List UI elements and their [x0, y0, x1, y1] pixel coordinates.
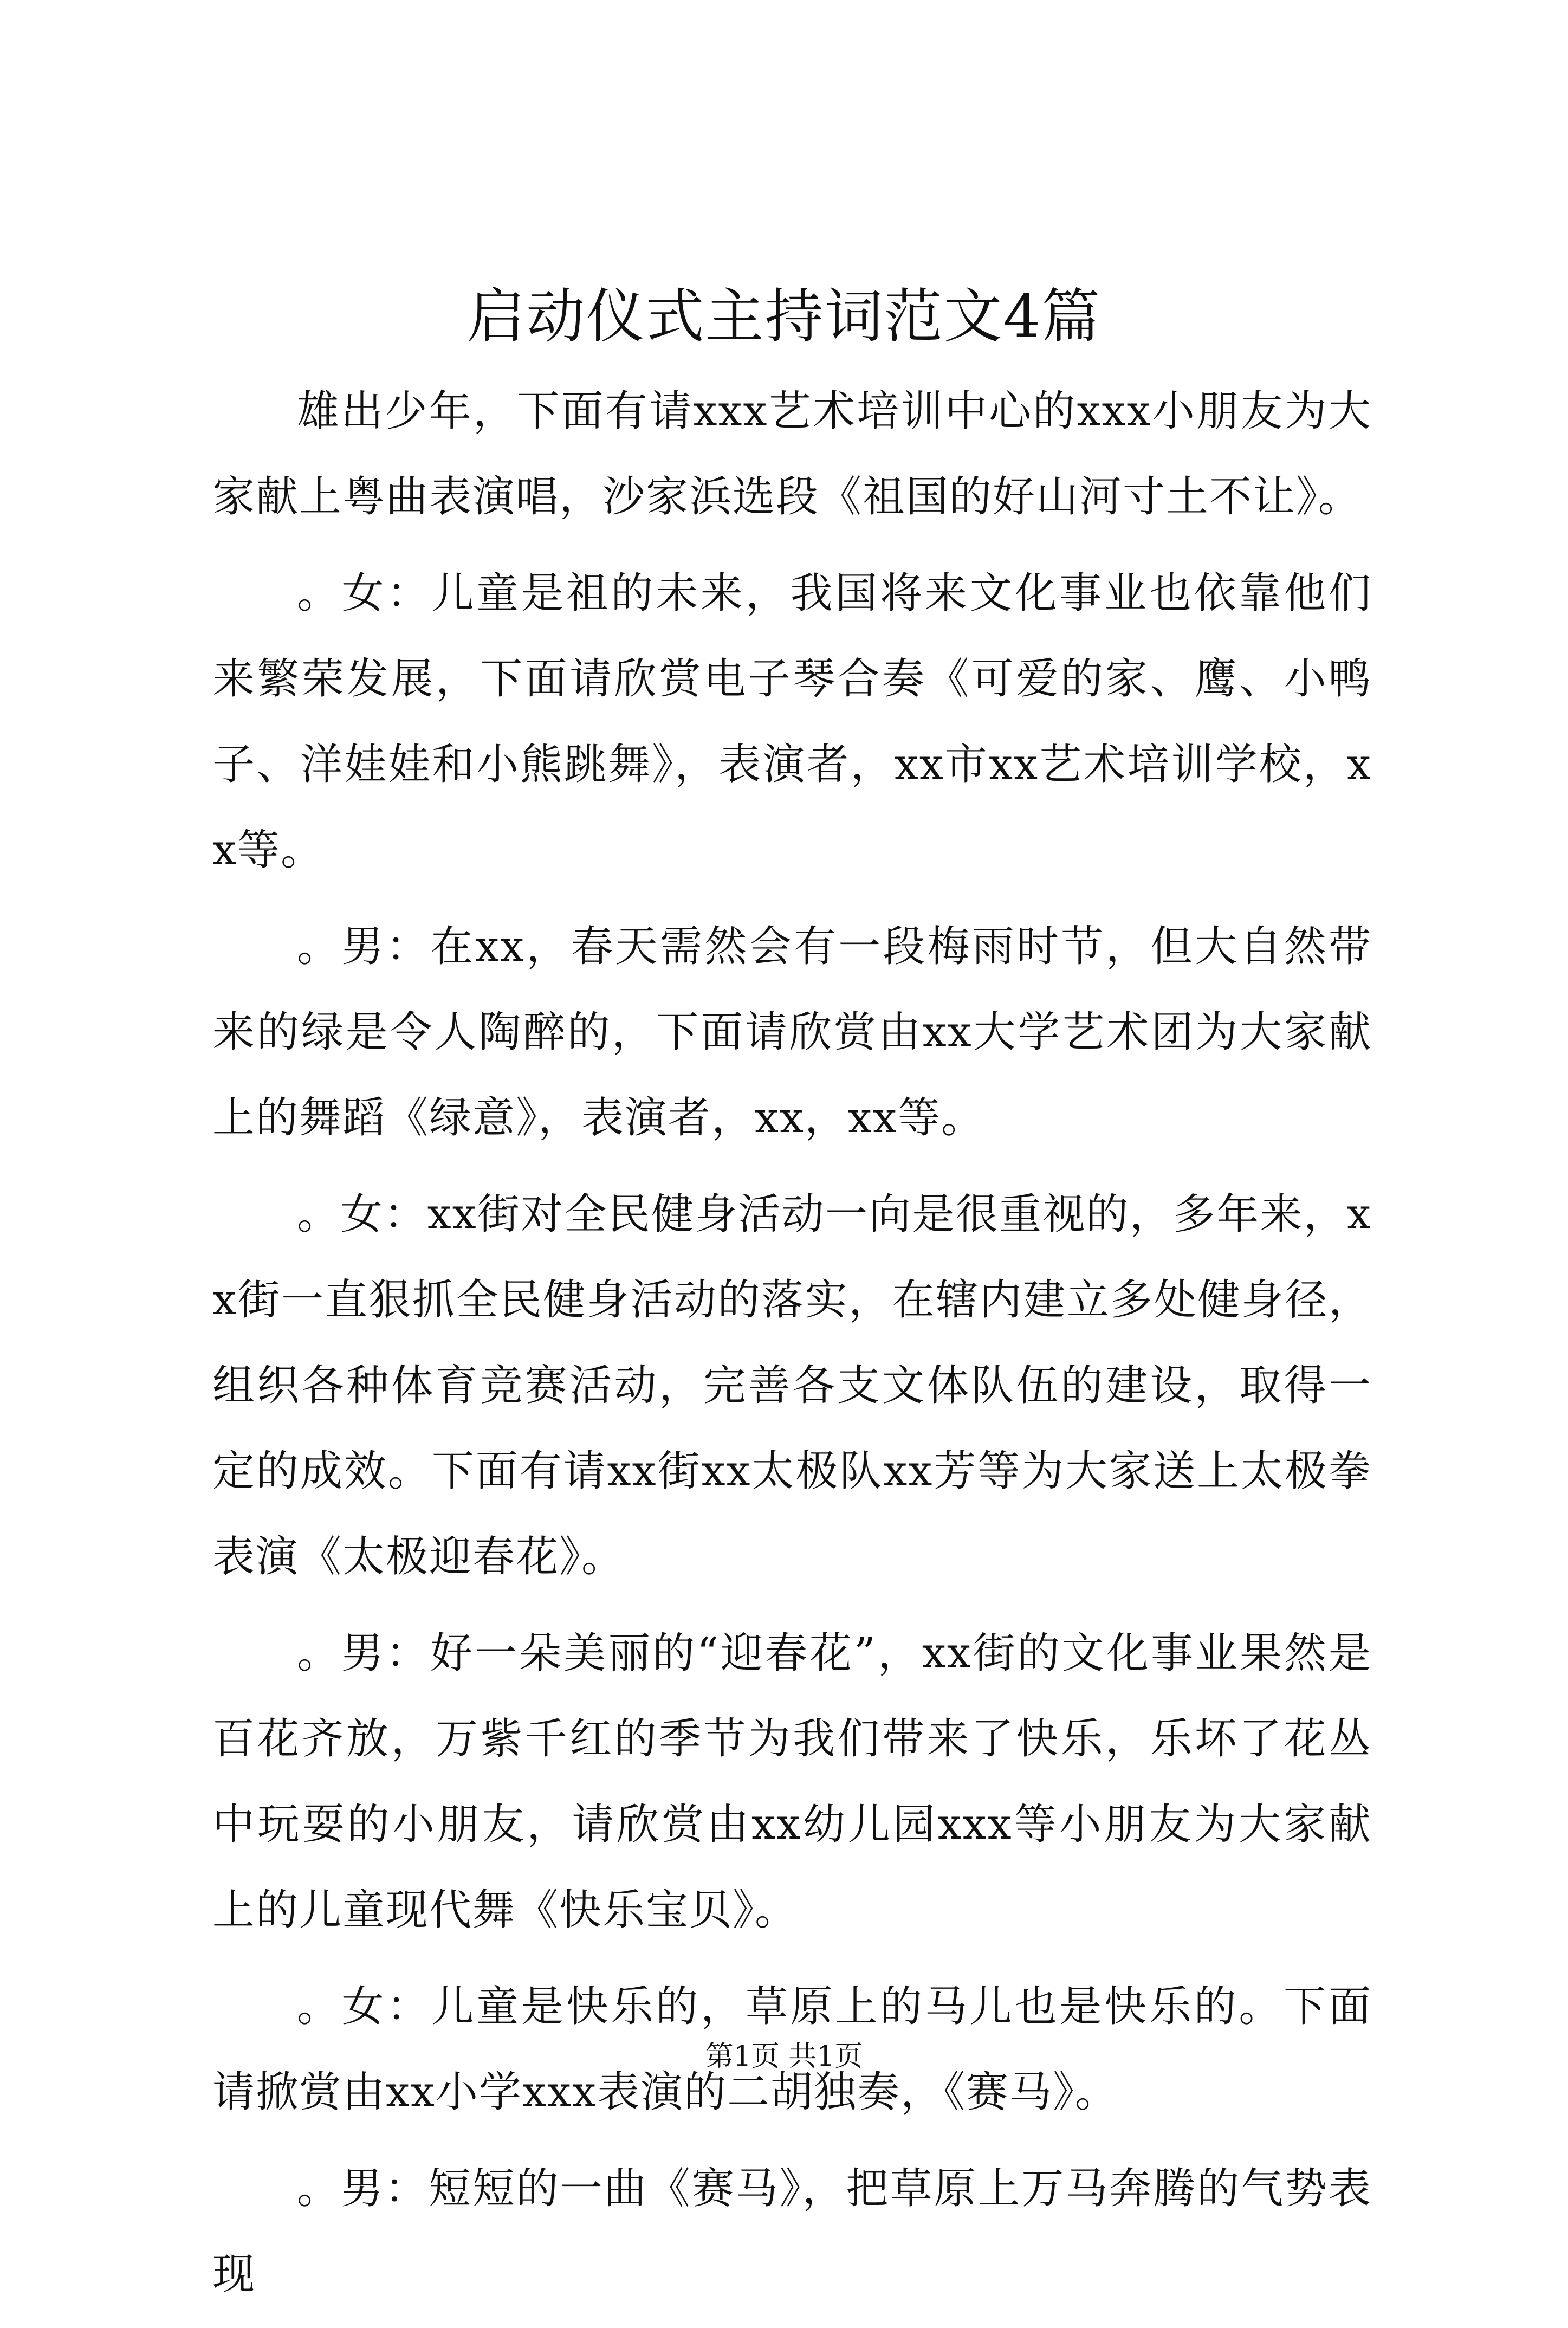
paragraph: 。男：短短的一曲《赛马》，把草原上万马奔腾的气势表现 [212, 2164, 1372, 2299]
paragraph: 。女：儿童是快乐的，草原上的马儿也是快乐的。下面请掀赏由xx小学xxx表演的二胡独奏，《赛马》。 [212, 1982, 1372, 2117]
paragraph: 雄出少年，下面有请xxx艺术培训中心的xxx小朋友为大家献上粤曲表演唱，沙家浜选段《祖国的好山河寸土不让》。 [212, 387, 1372, 521]
document-title: 启动仪式主持词范文4篇 [466, 283, 1102, 351]
paragraph: 。女：儿童是祖的未来，我国将来文化事业也依靠他们来繁荣发展，下面请欣赏电子琴合奏《可爱的家、鹰、小鸭子、洋娃娃和小熊跳舞》，表演者，xx市xx艺术培训学校，xx等。 [212, 569, 1372, 875]
document-body [212, 368, 1372, 2328]
paragraph: 。男：好一朵美丽的“迎春花”，xx街的文化事业果然是百花齐放，万紫千红的季节为我们带来了快乐，乐坏了花丛中玩耍的小朋友，请欣赏由xx幼儿园xxx等小朋友为大家献上的儿童现代舞《快乐宝贝》。 [212, 1629, 1372, 1935]
paragraph: 。男：在xx，春天需然会有一段梅雨时节，但大自然带来的绿是令人陶醉的，下面请欣赏由xx大学艺术团为大家献上的舞蹈《绿意》，表演者，xx，xx等。 [212, 922, 1372, 1142]
page-footer: 第1页 共1页 [705, 2040, 863, 2073]
paragraph: 。女：xx街对全民健身活动一向是很重视的，多年来，xx街一直狠抓全民健身活动的落实，在辖内建立多处健身径，组织各种体育竞赛活动，完善各支文体队伍的建设，取得一定的成效。下面有请xx街xx太极队xx芳等为大家送上太极拳表演《太极迎春花》。 [212, 1190, 1372, 1581]
